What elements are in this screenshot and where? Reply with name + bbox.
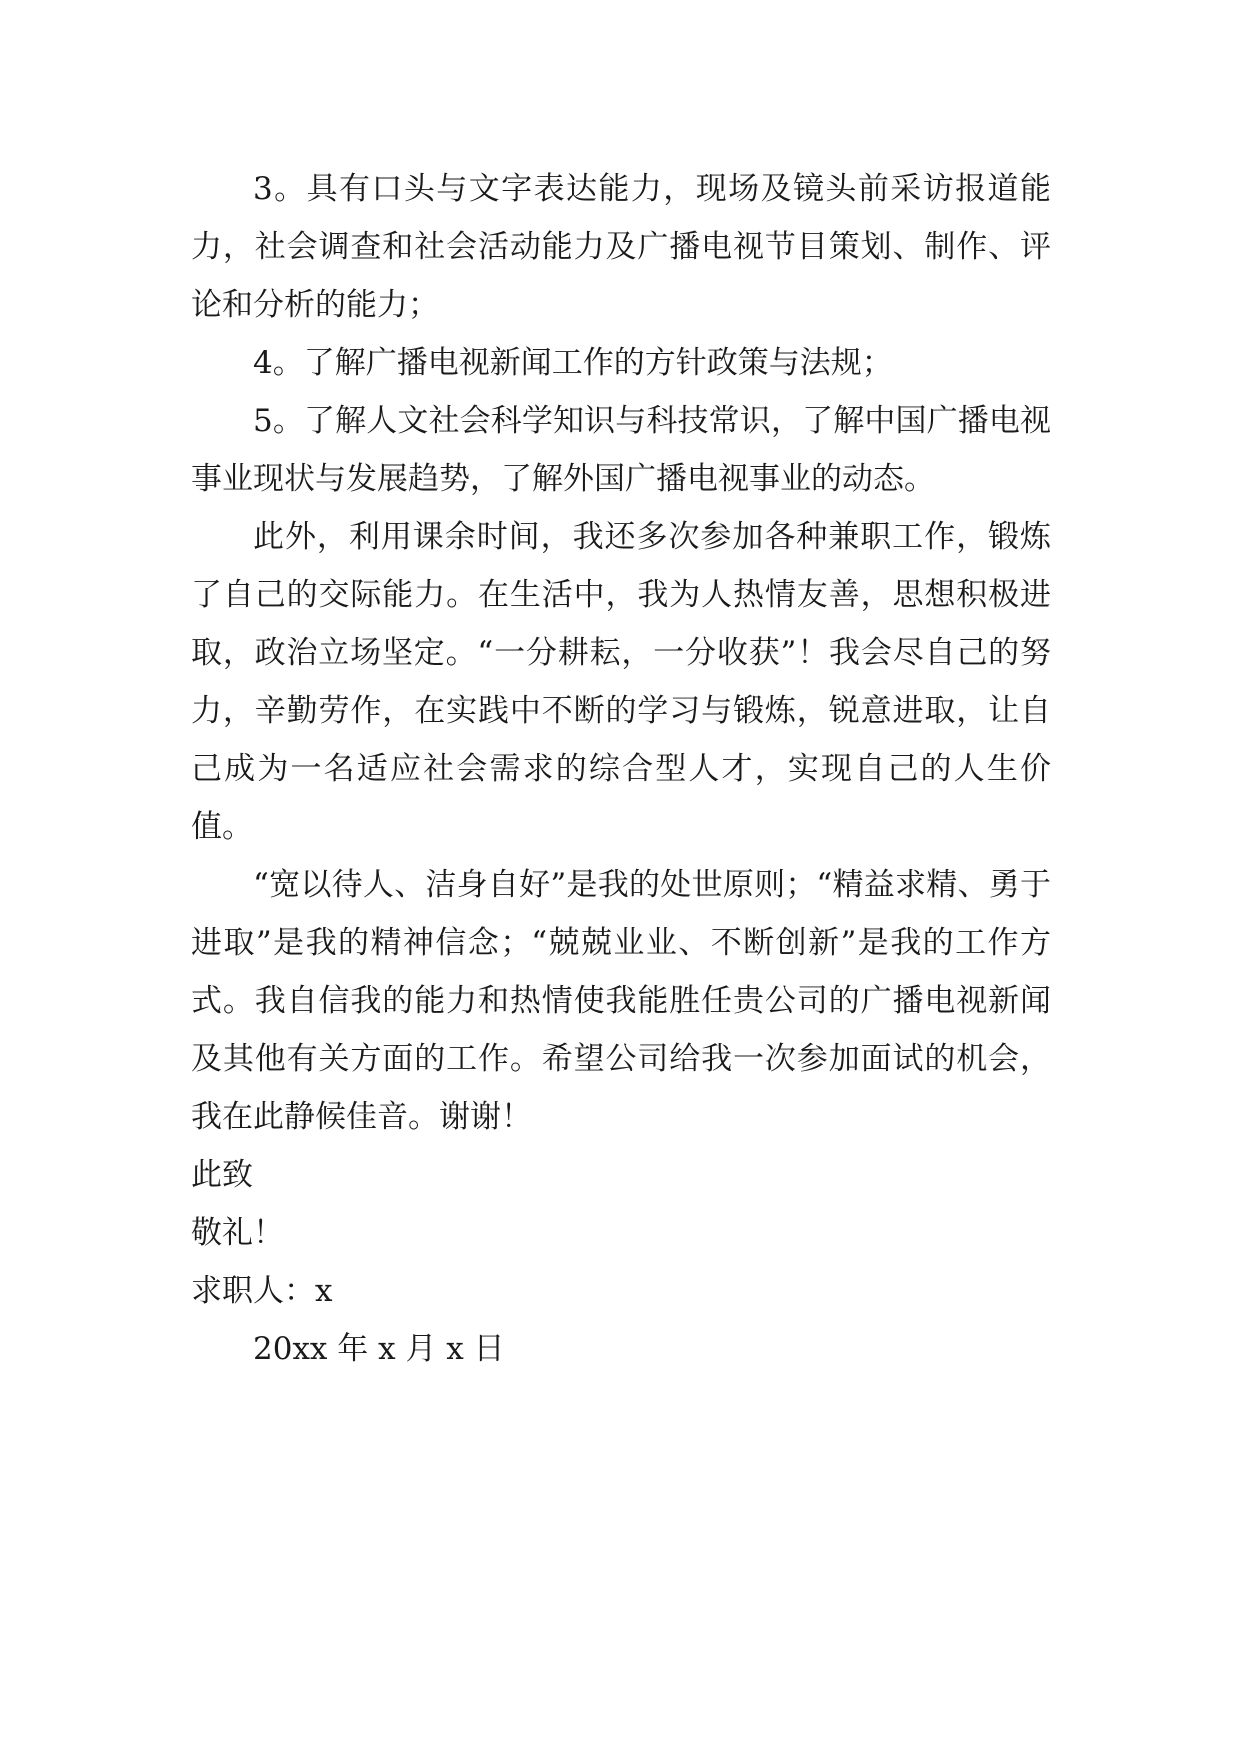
document-body	[191, 160, 1051, 1378]
paragraph-ability-5: 5。了解人文社会科学知识与科技常识，了解中国广播电视事业现状与发展趋势，了解外国广播电视事业的动态。	[191, 403, 1051, 497]
letter-date: 20xx 年 x 月 x 日	[253, 1331, 505, 1367]
paragraph-ability-3: 3。具有口头与文字表达能力，现场及镜头前采访报道能力，社会调查和社会活动能力及广播电视节目策划、制作、评论和分析的能力；	[191, 171, 1051, 323]
paragraph-extracurricular: 此外，利用课余时间，我还多次参加各种兼职工作，锻炼了自己的交际能力。在生活中，我为人热情友善，思想积极进取，政治立场坚定。“一分耕耘，一分收获”！我会尽自己的努力，辛勤劳作，在实践中不断的学习与锻炼，锐意进取，让自己成为一名适应社会需求的综合型人才，实现自己的人生价值。	[191, 519, 1051, 845]
closing-salutation-2: 敬礼！	[191, 1215, 284, 1251]
paragraph-ability-4: 4。了解广播电视新闻工作的方针政策与法规；	[253, 345, 893, 381]
applicant-signature: 求职人：x	[191, 1273, 333, 1309]
paragraph-principles: “宽以待人、洁身自好”是我的处世原则；“精益求精、勇于进取”是我的精神信念；“兢兢业业、不断创新”是我的工作方式。我自信我的能力和热情使我能胜任贵公司的广播电视新闻及其他有关方面的工作。希望公司给我一次参加面试的机会，我在此静候佳音。谢谢！	[191, 867, 1051, 1135]
closing-salutation-1: 此致	[191, 1157, 253, 1193]
